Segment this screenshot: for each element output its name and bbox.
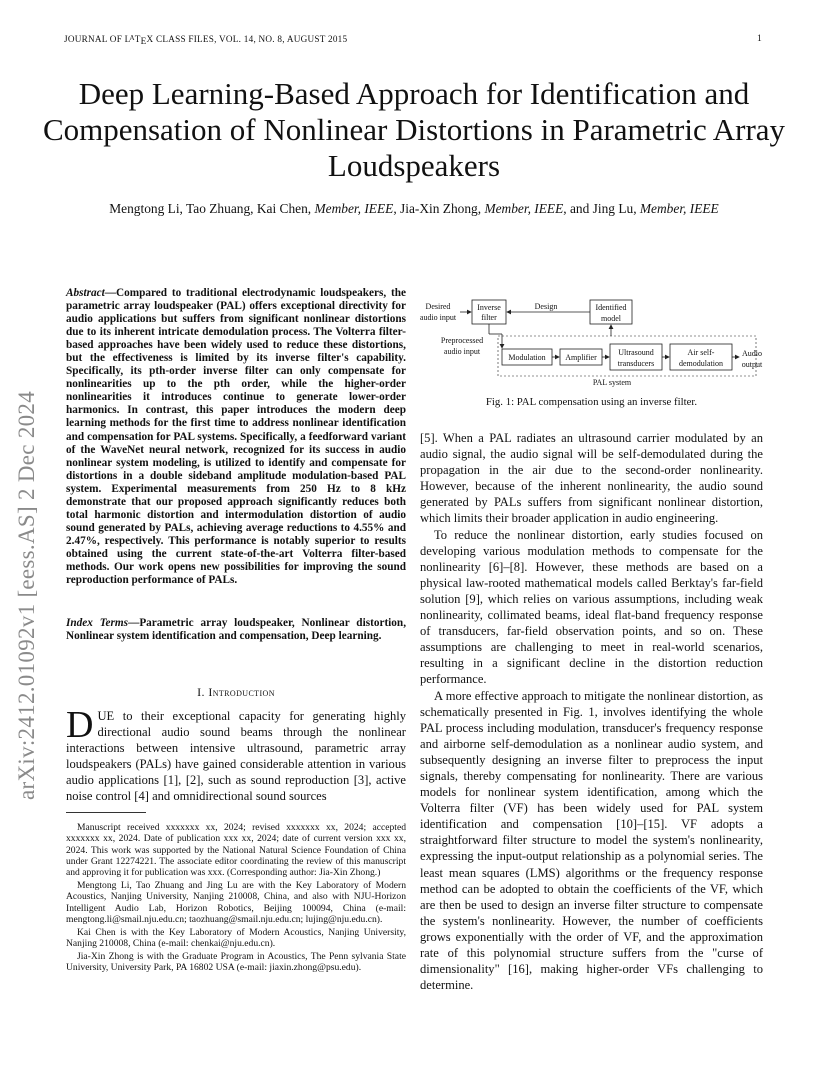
svg-text:Inverse: Inverse (477, 303, 501, 312)
intro-text: UE to their exceptional capacity for generating highly directional audio sound beams through the nonlinear interactions between intensive ultrasound, parametric array loudspeakers (PALs) have gained considerable attention in various audio applications [1], [2], such as sound reproduction [3], active noise control [4] and omnidirectional sound sources (66, 709, 406, 804)
paragraph: [5]. When a PAL radiates an ultrasound carrier modulated by an audio signal, the audio signal will be self-demodulated during the propagation in the air due to the second-order nonlinearity. However, because of the inherent nonlinearity, the audio sound generated by PALs suffers from significant nonlinear distortion, which limits their broader application in audio engineering. (420, 431, 763, 526)
label-desired-2: audio input (419, 313, 457, 322)
right-column-text (420, 430, 763, 993)
label-desired: Desired (425, 302, 451, 311)
footnote: Kai Chen is with the Key Laboratory of Modern Acoustics, Nanjing University, Nanjing 210008, China (e-mail: chenkai@nju.edu.cn). (66, 926, 406, 949)
page-number: 1 (757, 34, 762, 44)
paragraph: A more effective approach to mitigate the nonlinear distortion, as schematically presented in Fig. 1, involves identifying the whole PAL process including modulation, transducer's frequency response and airborne self-demodulation as a nonlinear audio system, and subsequently designing an inverse filter to preprocess the input signals, thereby compensating for nonlinearity. There are various models for nonlinear system identification, among which the Volterra filter (VF) has been widely used for PAL system identification and compensation [10]–[15]. VF adopts a straightforward filter structure to model the system's nonlinearity, expressing the input-output relationship as a polynomial series. The least mean squares (LMS) algorithms or the frequency response method can be adopted to obtain the coefficients of the VF, which are then be used to design an inverse filter structure to compensate the system's nonlinearity. However, the number of coefficients grows exponentially with the order of VF, and the approximation rate of this polynomial structure suffers from the "curse of dimensionality" [16], making higher-order VFs challenging to determine. (420, 688, 763, 993)
label-preprocessed: Preprocessed (440, 336, 484, 345)
svg-text:filter: filter (481, 313, 497, 322)
svg-text:audio input: audio input (443, 347, 481, 356)
svg-text:Air self-: Air self- (687, 348, 715, 357)
figure-pal-diagram (414, 294, 774, 394)
paragraph: To reduce the nonlinear distortion, early studies focused on developing various modulation methods to compensate for the nonlinearity [6]–[8]. However, these methods are based on a physical law-rooted mathematical models called Berktay's far-field solution [9], which relies on various assumptions, including weak nonlinearity, collimated beams, ideal flat-band frequency response of transducers, far-field observation points, and so on. These assumptions are challenging to meet in real-world scenarios, resulting in a significant decline in the distortion reduction performance. (420, 527, 763, 687)
footnote: Jia-Xin Zhong is with the Graduate Program in Acoustics, The Penn sylvania State University, University Park, PA 16802 USA (e-mail: jiaxin.zhong@psu.edu). (66, 950, 406, 974)
index-terms-text: —Parametric array loudspeaker, Nonlinear distortion, Nonlinear system identification and compensation, Deep learning. (66, 617, 407, 643)
abstract (66, 287, 406, 587)
footnote-rule (66, 812, 146, 813)
svg-text:demodulation: demodulation (679, 359, 723, 368)
paper-title: Deep Learning-Based Approach for Identification and Compensation of Nonlinear Distortions in Parametric Array Loudspeakers (42, 76, 786, 183)
arxiv-identifier[interactable]: arXiv:2412.01092v1 [eess.AS] 2 Dec 2024 (14, 390, 39, 800)
svg-text:transducers: transducers (617, 359, 655, 368)
svg-text:Amplifier: Amplifier (565, 353, 597, 362)
section-heading: I. Introduction (197, 685, 275, 699)
index-terms (66, 617, 406, 643)
author-list: Mengtong Li, Tao Zhuang, Kai Chen, Member, IEEE, Jia-Xin Zhong, Member, IEEE, and Jing Lu, Member, IEEE (109, 201, 719, 216)
label-audio-output: Audio (742, 349, 762, 358)
svg-text:Identified: Identified (595, 303, 627, 312)
figure-caption: Fig. 1: PAL compensation using an inverse filter. (485, 396, 698, 408)
footnotes (66, 822, 406, 975)
drop-cap: D (66, 704, 94, 746)
footnote: Mengtong Li, Tao Zhuang and Jing Lu are with the Key Laboratory of Modern Acoustics, Nanjing University, Nanjing 210008, China, and also with NJU-Horizon Intelligent Audio Lab, Horizon Robotics, Beijing 100094, China (e-mail: mengtong.li@smail.nju.edu.cn; taozhuang@smail.nju.edu.cn; lujing@nju.edu.cn). (66, 879, 406, 925)
svg-text:model: model (601, 314, 621, 323)
label-design: Design (534, 302, 558, 311)
svg-text:Modulation: Modulation (508, 353, 546, 362)
label-pal-system: PAL system (592, 378, 632, 387)
abstract-label: Abstract (66, 287, 105, 299)
abstract-text: —Compared to traditional electrodynamic loudspeakers, the parametric array loudspeaker (PAL) offers exceptional directivity for audio applications but suffers from significant nonlinear distortions due to its inherent intricate demodulation process. The Volterra filter-based approaches have been widely used to reduce these distortions, but the effectiveness is limited by its inverse filter's capability. Specifically, its pth-order inverse filter can only compensate for nonlinearities up to the pth order, while the higher-order nonlinearities it introduces continue to generate lower-order harmonics. In contrast, this paper introduces the modern deep learning methods for the first time to address nonlinear identification and compensation for PAL systems. Specifically, a feedforward variant of the WaveNet neural network, recognized for its success in audio nonlinear system modeling, is utilized to identify and compensate for distortions in a double sideband amplitude modulation-based PAL system. Experimental measurements from 250 Hz to 8 kHz demonstrate that our proposed approach significantly reduces both total harmonic distortion and intermodulation distortion of audio sound generated by PALs, achieving average reductions to 4.55% and 2.47%, respectively. This performance is notably superior to results obtained using the current state-of-the-art Volterra filter-based methods. Our work opens new possibilities for improving the sound reproduction performance of PALs. (66, 287, 406, 587)
footnote: Manuscript received xxxxxxx xx, 2024; revised xxxxxxx xx, 2024; accepted xxxxxxx xx, 2024. Date of publication xxx xx, 2024; date of current version xxx xx, 2024. This work was supported by the National Natural Science Foundation of China under Grant 12274221. The associate editor coordinating the review of this manuscript and approving it for publication was xxx. (Corresponding author: Jia-Xin Zhong.) (66, 822, 406, 879)
running-header: JOURNAL OF $L^ATEX$ CLASS FILES, VOL. 14, NO. 8, AUGUST 2015 (64, 34, 348, 46)
svg-text:output: output (741, 360, 763, 369)
intro-paragraph (66, 704, 406, 805)
index-terms-label: Index Terms (66, 617, 129, 629)
section-title: Introduction (208, 685, 275, 699)
svg-text:Ultrasound: Ultrasound (618, 348, 654, 357)
